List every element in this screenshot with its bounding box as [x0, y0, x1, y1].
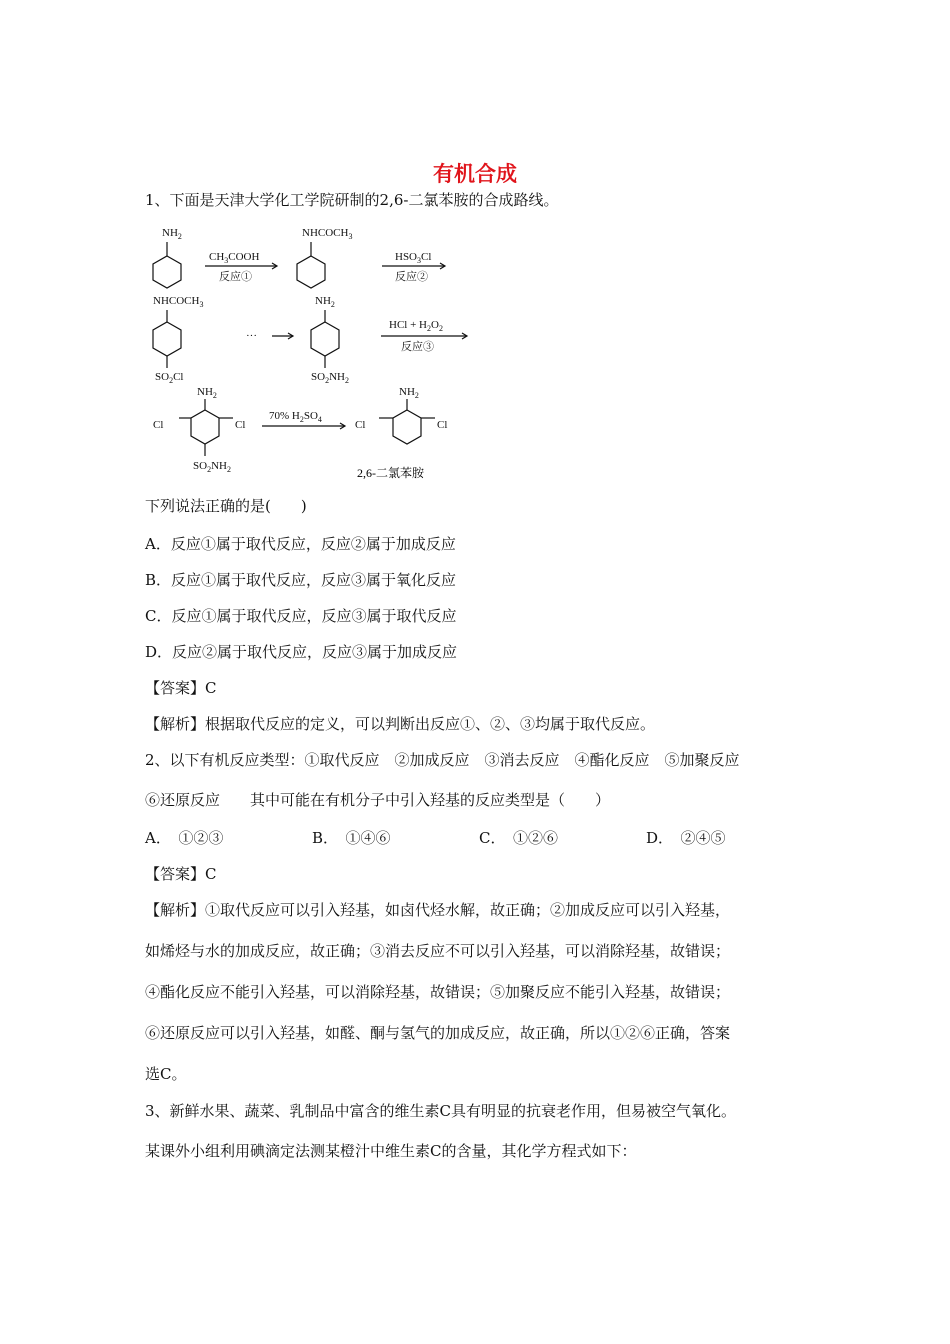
- synthesis-scheme: [145, 218, 475, 483]
- svg-text:反应③: 反应③: [401, 341, 434, 353]
- benzene-ring-1: [153, 256, 181, 288]
- q1-option-a: A．反应①属于取代反应，反应②属于加成反应: [145, 535, 456, 553]
- q2-analysis-line-2: 如烯烃与水的加成反应，故正确；③消去反应不可以引入羟基，可以消除羟基，故错误；: [145, 942, 731, 960]
- q2-answer: 【答案】C: [145, 865, 217, 883]
- q1-option-c: C．反应①属于取代反应，反应③属于取代反应: [145, 607, 457, 625]
- svg-text:SO2NH2: $SO_2NH_2$: [193, 460, 231, 474]
- svg-text:Cl: Cl: [355, 419, 366, 431]
- page-title: 有机合成: [433, 162, 517, 186]
- svg-text:NHCOCH3: $NHCOCH_3$: [302, 227, 353, 241]
- svg-text:SO2NH2: $SO_2NH_2$: [311, 371, 349, 385]
- svg-text:NH2: $NH_2$: [315, 295, 335, 309]
- q2-analysis-line-4: ⑥还原反应可以引入羟基，如醛、酮与氢气的加成反应，故正确，所以①②⑥正确，答案: [145, 1024, 731, 1042]
- q2-option-c: C． ①②⑥: [479, 829, 558, 847]
- q3-stem-line-1: 3、新鲜水果、蔬菜、乳制品中富含的维生素C具有明显的抗衰老作用，但易被空气氧化。: [145, 1102, 737, 1120]
- q1-answer: 【答案】C: [145, 679, 217, 697]
- svg-text:Cl: Cl: [437, 419, 448, 431]
- q2-stem-line-2: ⑥还原反应 其中可能在有机分子中引入羟基的反应类型是（ ）: [145, 791, 611, 809]
- svg-text:70% H2SO4: 70% $H_2SO_4$: [269, 410, 322, 424]
- svg-text:Cl: Cl: [235, 419, 246, 431]
- svg-text:SO2Cl: $SO_2Cl$: [155, 371, 184, 385]
- benzene-ring-3: [153, 322, 181, 356]
- svg-text:HCl + H2O2: HCl + $H_2O_2$: [389, 319, 443, 333]
- svg-text:反应①: 反应①: [219, 271, 252, 283]
- svg-text:CH3COOH: $CH_3COOH$: [209, 251, 260, 265]
- product-name: 2,6-二氯苯胺: [357, 466, 424, 480]
- q2-option-a: A． ①②③: [145, 829, 224, 847]
- q1-question: 下列说法正确的是( ): [145, 497, 307, 515]
- q1-stem: 1、下面是天津大学化工学院研制的2,6-二氯苯胺的合成路线。: [145, 191, 559, 209]
- q2-analysis-line-3: ④酯化反应不能引入羟基，可以消除羟基，故错误；⑤加聚反应不能引入羟基，故错误；: [145, 983, 731, 1001]
- q2-analysis-line-5: 选C。: [145, 1065, 187, 1083]
- svg-text:HSO3Cl: $HSO_3Cl$: [395, 251, 432, 265]
- benzene-ring-6: [393, 410, 421, 444]
- q2-option-b: B． ①④⑥: [312, 829, 391, 847]
- q2-option-d: D． ②④⑤: [646, 829, 726, 847]
- benzene-ring-4: [311, 322, 339, 356]
- svg-text:反应②: 反应②: [395, 271, 428, 283]
- svg-text:NH2: $NH_2$: [197, 386, 217, 400]
- q1-option-b: B．反应①属于取代反应，反应③属于氧化反应: [145, 571, 457, 589]
- benzene-ring-5: [191, 410, 219, 444]
- q1-analysis: 【解析】根据取代反应的定义，可以判断出反应①、②、③均属于取代反应。: [145, 715, 656, 733]
- svg-text:···: ···: [246, 330, 257, 342]
- svg-text:NH2: $NH_2$: [399, 386, 419, 400]
- q3-stem-line-2: 某课外小组利用碘滴定法测某橙汁中维生素C的含量，其化学方程式如下：: [145, 1142, 637, 1160]
- benzene-ring-2: [297, 256, 325, 288]
- q2-analysis-line-1: 【解析】①取代反应可以引入羟基，如卤代烃水解，故正确；②加成反应可以引入羟基，: [145, 901, 731, 919]
- svg-text:NHCOCH3: $NHCOCH_3$: [153, 295, 204, 309]
- svg-text:NH2: $NH_2$: [162, 227, 182, 241]
- q1-option-d: D．反应②属于取代反应，反应③属于加成反应: [145, 643, 458, 661]
- q2-stem-line-1: 2、以下有机反应类型：①取代反应 ②加成反应 ③消去反应 ④酯化反应 ⑤加聚反应: [145, 751, 740, 769]
- svg-text:Cl: Cl: [153, 419, 164, 431]
